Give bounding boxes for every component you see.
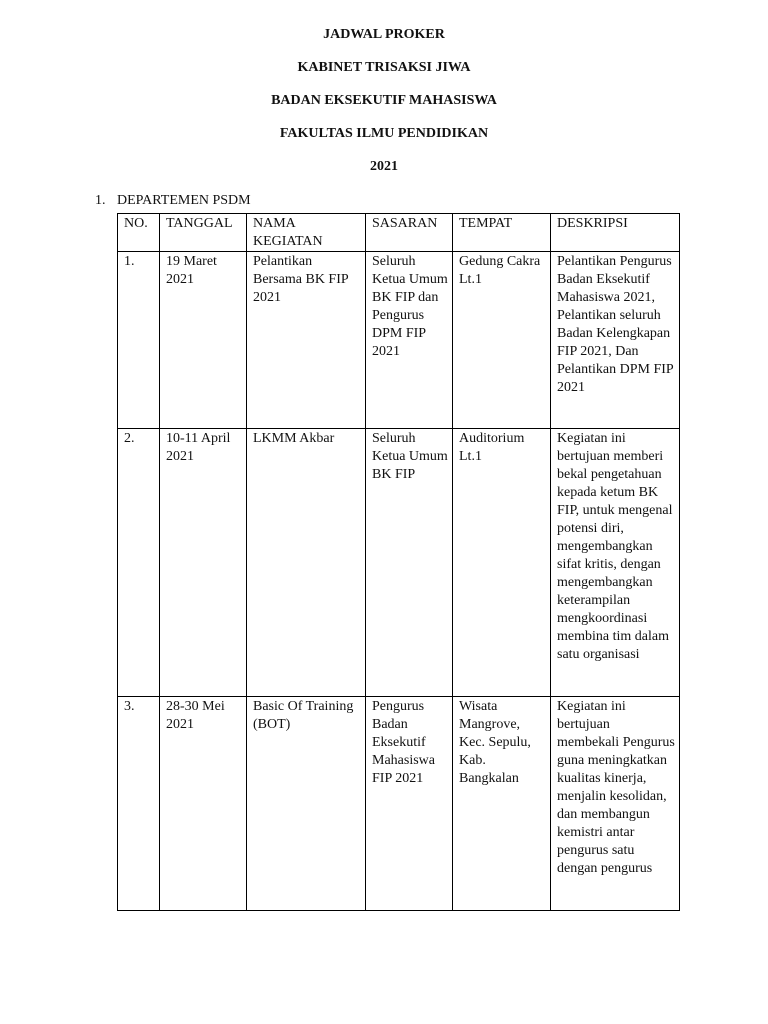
proker-table bbox=[117, 213, 680, 911]
cell-tanggal: 10-11 April 2021 bbox=[160, 429, 247, 697]
table-header-row bbox=[118, 214, 680, 252]
cell-nama-kegiatan: Basic Of Training (BOT) bbox=[247, 697, 366, 911]
table-row bbox=[118, 429, 680, 697]
col-header-no: NO. bbox=[118, 214, 160, 252]
col-header-nama-kegiatan: NAMA KEGIATAN bbox=[247, 214, 366, 252]
col-header-sasaran: SASARAN bbox=[366, 214, 453, 252]
cell-tanggal: 28-30 Mei 2021 bbox=[160, 697, 247, 911]
cell-no: 2. bbox=[118, 429, 160, 697]
cell-nama-kegiatan: LKMM Akbar bbox=[247, 429, 366, 697]
col-header-deskripsi: DESKRIPSI bbox=[551, 214, 680, 252]
title-bem: BADAN EKSEKUTIF MAHASISWA bbox=[271, 93, 497, 108]
col-header-tempat: TEMPAT bbox=[453, 214, 551, 252]
cell-deskripsi: Kegiatan ini bertujuan memberi bekal pengetahuan kepada ketum BK FIP, untuk mengenal potensi diri, mengembangkan sifat kritis, dengan mengembangkan keterampilan mengkoordinasi membina tim dalam satu organisasi bbox=[551, 429, 680, 697]
cell-no: 1. bbox=[118, 252, 160, 429]
title-year: 2021 bbox=[370, 159, 398, 174]
table-row bbox=[118, 252, 680, 429]
title-fakultas: FAKULTAS ILMU PENDIDIKAN bbox=[279, 126, 489, 141]
title-jadwal-proker: JADWAL PROKER bbox=[323, 27, 445, 42]
title-kabinet: KABINET TRISAKSI JIWA bbox=[297, 60, 471, 75]
cell-sasaran: Seluruh Ketua Umum BK FIP dan Pengurus DPM FIP 2021 bbox=[366, 252, 453, 429]
section-heading bbox=[95, 192, 251, 210]
cell-nama-kegiatan: Pelantikan Bersama BK FIP 2021 bbox=[247, 252, 366, 429]
cell-tempat: Auditorium Lt.1 bbox=[453, 429, 551, 697]
document-header bbox=[0, 24, 768, 189]
section-title: DEPARTEMEN PSDM bbox=[117, 193, 251, 208]
cell-sasaran: Pengurus Badan Eksekutif Mahasiswa FIP 2021 bbox=[366, 697, 453, 911]
table-row bbox=[118, 697, 680, 911]
cell-no: 3. bbox=[118, 697, 160, 911]
cell-deskripsi: Pelantikan Pengurus Badan Eksekutif Mahasiswa 2021, Pelantikan seluruh Badan Kelengkapan FIP 2021, Dan Pelantikan DPM FIP 2021 bbox=[551, 252, 680, 429]
cell-deskripsi: Kegiatan ini bertujuan membekali Pengurus guna meningkatkan kualitas kinerja, menjalin kesolidan, dan membangun kemistri antar pengurus satu dengan pengurus bbox=[551, 697, 680, 911]
cell-tanggal: 19 Maret 2021 bbox=[160, 252, 247, 429]
cell-sasaran: Seluruh Ketua Umum BK FIP bbox=[366, 429, 453, 697]
section-number: 1. bbox=[95, 193, 106, 208]
col-header-tanggal: TANGGAL bbox=[160, 214, 247, 252]
cell-tempat: Wisata Mangrove, Kec. Sepulu, Kab. Bangkalan bbox=[453, 697, 551, 911]
cell-tempat: Gedung Cakra Lt.1 bbox=[453, 252, 551, 429]
